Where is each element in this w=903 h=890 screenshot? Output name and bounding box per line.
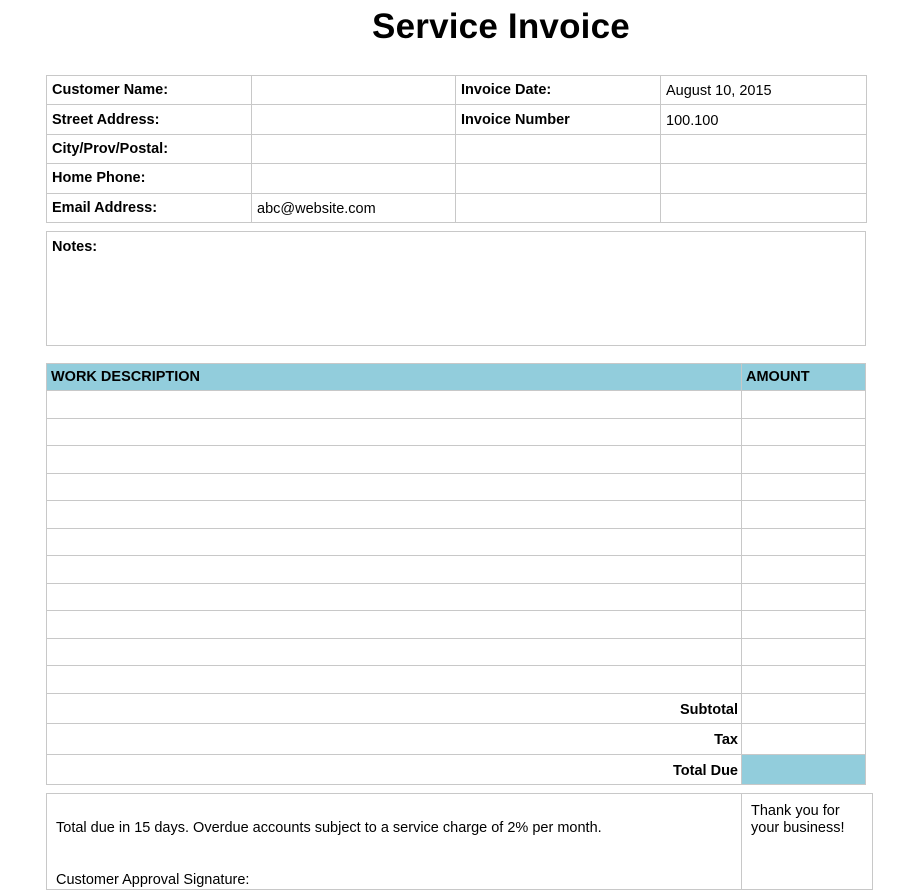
empty-cell[interactable] <box>661 134 867 163</box>
empty-cell[interactable] <box>456 164 661 193</box>
total-due-value[interactable] <box>742 754 866 785</box>
payment-terms: Total due in 15 days. Overdue accounts subject to a service charge of 2% per month. <box>56 820 602 836</box>
tax-label: Tax <box>47 724 742 755</box>
invoice-number-field[interactable]: 100.100 <box>661 105 867 134</box>
amount-header: AMOUNT <box>742 364 866 391</box>
total-due-row <box>47 754 866 785</box>
amount-cell[interactable] <box>742 446 866 474</box>
work-row <box>47 638 866 666</box>
work-row <box>47 391 866 419</box>
tax-row <box>47 724 866 755</box>
amount-cell[interactable] <box>742 556 866 584</box>
work-table-header <box>47 364 866 391</box>
work-row <box>47 528 866 556</box>
info-row <box>47 164 867 193</box>
home-phone-label: Home Phone: <box>47 164 252 193</box>
empty-cell[interactable] <box>456 193 661 222</box>
work-description-cell[interactable] <box>47 583 742 611</box>
work-description-header: WORK DESCRIPTION <box>47 364 742 391</box>
work-row <box>47 556 866 584</box>
work-row <box>47 666 866 694</box>
invoice-title: Service Invoice <box>372 7 630 46</box>
work-description-cell[interactable] <box>47 418 742 446</box>
work-description-cell[interactable] <box>47 391 742 419</box>
subtotal-row <box>47 693 866 724</box>
subtotal-label: Subtotal <box>47 693 742 724</box>
work-row <box>47 501 866 529</box>
info-row <box>47 193 867 222</box>
work-row <box>47 418 866 446</box>
amount-cell[interactable] <box>742 473 866 501</box>
subtotal-value[interactable] <box>742 693 866 724</box>
total-due-label: Total Due <box>47 754 742 785</box>
home-phone-field[interactable] <box>252 164 456 193</box>
customer-name-field[interactable] <box>252 76 456 105</box>
amount-cell[interactable] <box>742 638 866 666</box>
invoice-date-field[interactable]: August 10, 2015 <box>661 76 867 105</box>
customer-info-table <box>46 75 867 223</box>
customer-name-label: Customer Name: <box>47 76 252 105</box>
work-description-cell[interactable] <box>47 611 742 639</box>
amount-cell[interactable] <box>742 583 866 611</box>
info-row <box>47 105 867 134</box>
work-description-cell[interactable] <box>47 501 742 529</box>
amount-cell[interactable] <box>742 501 866 529</box>
signature-label: Customer Approval Signature: <box>56 872 250 888</box>
empty-cell[interactable] <box>661 193 867 222</box>
amount-cell[interactable] <box>742 391 866 419</box>
thank-you-note: Thank you for your business! <box>751 803 845 836</box>
work-description-cell[interactable] <box>47 666 742 694</box>
invoice-number-label: Invoice Number <box>456 105 661 134</box>
info-row <box>47 134 867 163</box>
amount-cell[interactable] <box>742 666 866 694</box>
work-description-cell[interactable] <box>47 528 742 556</box>
work-description-cell[interactable] <box>47 446 742 474</box>
work-row <box>47 583 866 611</box>
notes-label: Notes: <box>52 239 98 255</box>
city-prov-postal-label: City/Prov/Postal: <box>47 134 252 163</box>
email-address-label: Email Address: <box>47 193 252 222</box>
amount-cell[interactable] <box>742 418 866 446</box>
work-row <box>47 611 866 639</box>
info-row <box>47 76 867 105</box>
email-address-field[interactable]: abc@website.com <box>252 193 456 222</box>
street-address-label: Street Address: <box>47 105 252 134</box>
street-address-field[interactable] <box>252 105 456 134</box>
tax-value[interactable] <box>742 724 866 755</box>
work-description-cell[interactable] <box>47 556 742 584</box>
amount-cell[interactable] <box>742 528 866 556</box>
city-prov-postal-field[interactable] <box>252 134 456 163</box>
work-description-cell[interactable] <box>47 638 742 666</box>
work-row <box>47 446 866 474</box>
work-description-cell[interactable] <box>47 473 742 501</box>
work-description-table <box>46 363 866 785</box>
footer-box <box>46 793 873 890</box>
empty-cell[interactable] <box>661 164 867 193</box>
empty-cell[interactable] <box>456 134 661 163</box>
work-row <box>47 473 866 501</box>
notes-box[interactable] <box>46 231 866 346</box>
invoice-date-label: Invoice Date: <box>456 76 661 105</box>
amount-cell[interactable] <box>742 611 866 639</box>
